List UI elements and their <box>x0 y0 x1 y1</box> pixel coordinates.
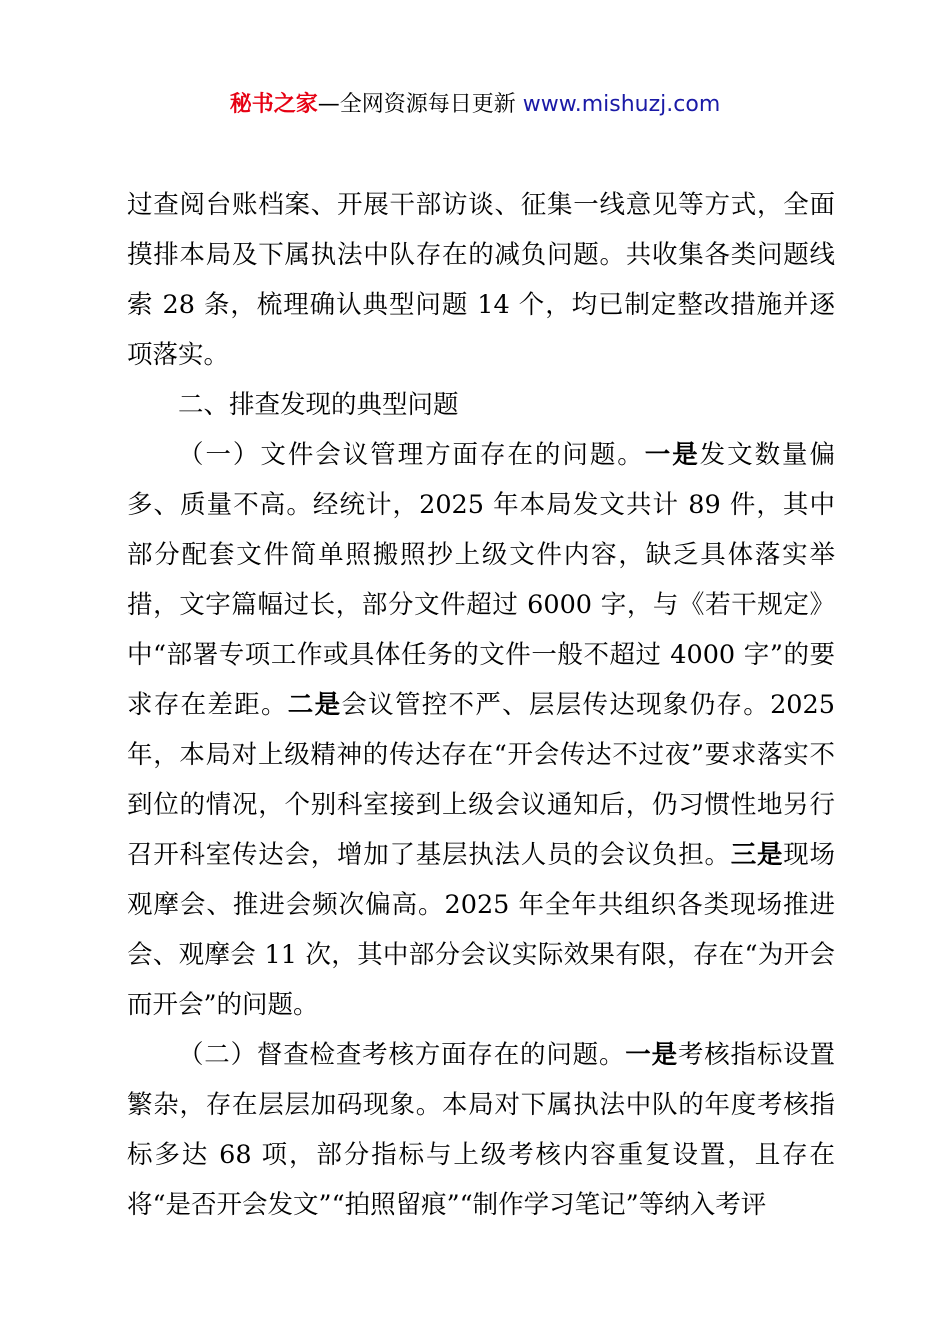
site-watermark-header <box>0 88 950 122</box>
paragraph-document-meeting-issues <box>127 430 835 1030</box>
subsection-title: （二）督查检查考核方面存在的问题。 <box>178 1040 626 1070</box>
point-marker-third: 三是 <box>730 840 784 870</box>
point-marker-first: 一是 <box>644 440 700 470</box>
header-tagline: —全网资源每日更新 <box>317 92 523 117</box>
paragraph-inspection-assessment-issues <box>127 1030 835 1230</box>
point-text-third: 现场观摩会、推进会频次偏高。2025 年全年共组织各类现场推进会、观摩会 11 次，其中部分会议实际效果有限，存在“为开会而开会”的问题。 <box>127 840 835 1020</box>
paragraph-survey-summary: 过查阅台账档案、开展干部访谈、征集一线意见等方式，全面摸排本局及下属执法中队存在的减负问题。共收集各类问题线索 28 条，梳理确认典型问题 14 个，均已制定整改措施并逐项落实。 <box>127 190 835 370</box>
website-url[interactable]: www.mishuzj.com <box>522 92 721 117</box>
point-marker-second: 二是 <box>287 690 342 720</box>
subsection-title: （一）文件会议管理方面存在的问题。 <box>178 440 645 470</box>
point-marker-first: 一是 <box>625 1040 678 1070</box>
section-heading-typical-problems: 二、排查发现的典型问题 <box>178 390 459 420</box>
document-body <box>127 180 835 1230</box>
point-text-first: 考核指标设置繁杂，存在层层加码现象。本局对下属执法中队的年度考核指标多达 68 项，部分指标与上级考核内容重复设置，且存在将“是否开会发文”“拍照留痕”“制作学习笔记”等纳入考评 <box>127 1040 835 1220</box>
point-text-first: 发文数量偏多、质量不高。经统计，2025 年本局发文共计 89 件，其中部分配套文件简单照搬照抄上级文件内容，缺乏具体落实举措，文字篇幅过长，部分文件超过 6000 字，与《若干规定》中“部署专项工作或具体任务的文件一般不超过 4000 字”的要求存在差距。 <box>127 440 835 720</box>
brand-name: 秘书之家 <box>229 92 318 117</box>
point-text-second: 会议管控不严、层层传达现象仍存。2025 年，本局对上级精神的传达存在“开会传达不过夜”要求落实不到位的情况，个别科室接到上级会议通知后，仍习惯性地另行召开科室传达会，增加了基层执法人员的会议负担。 <box>127 690 835 870</box>
